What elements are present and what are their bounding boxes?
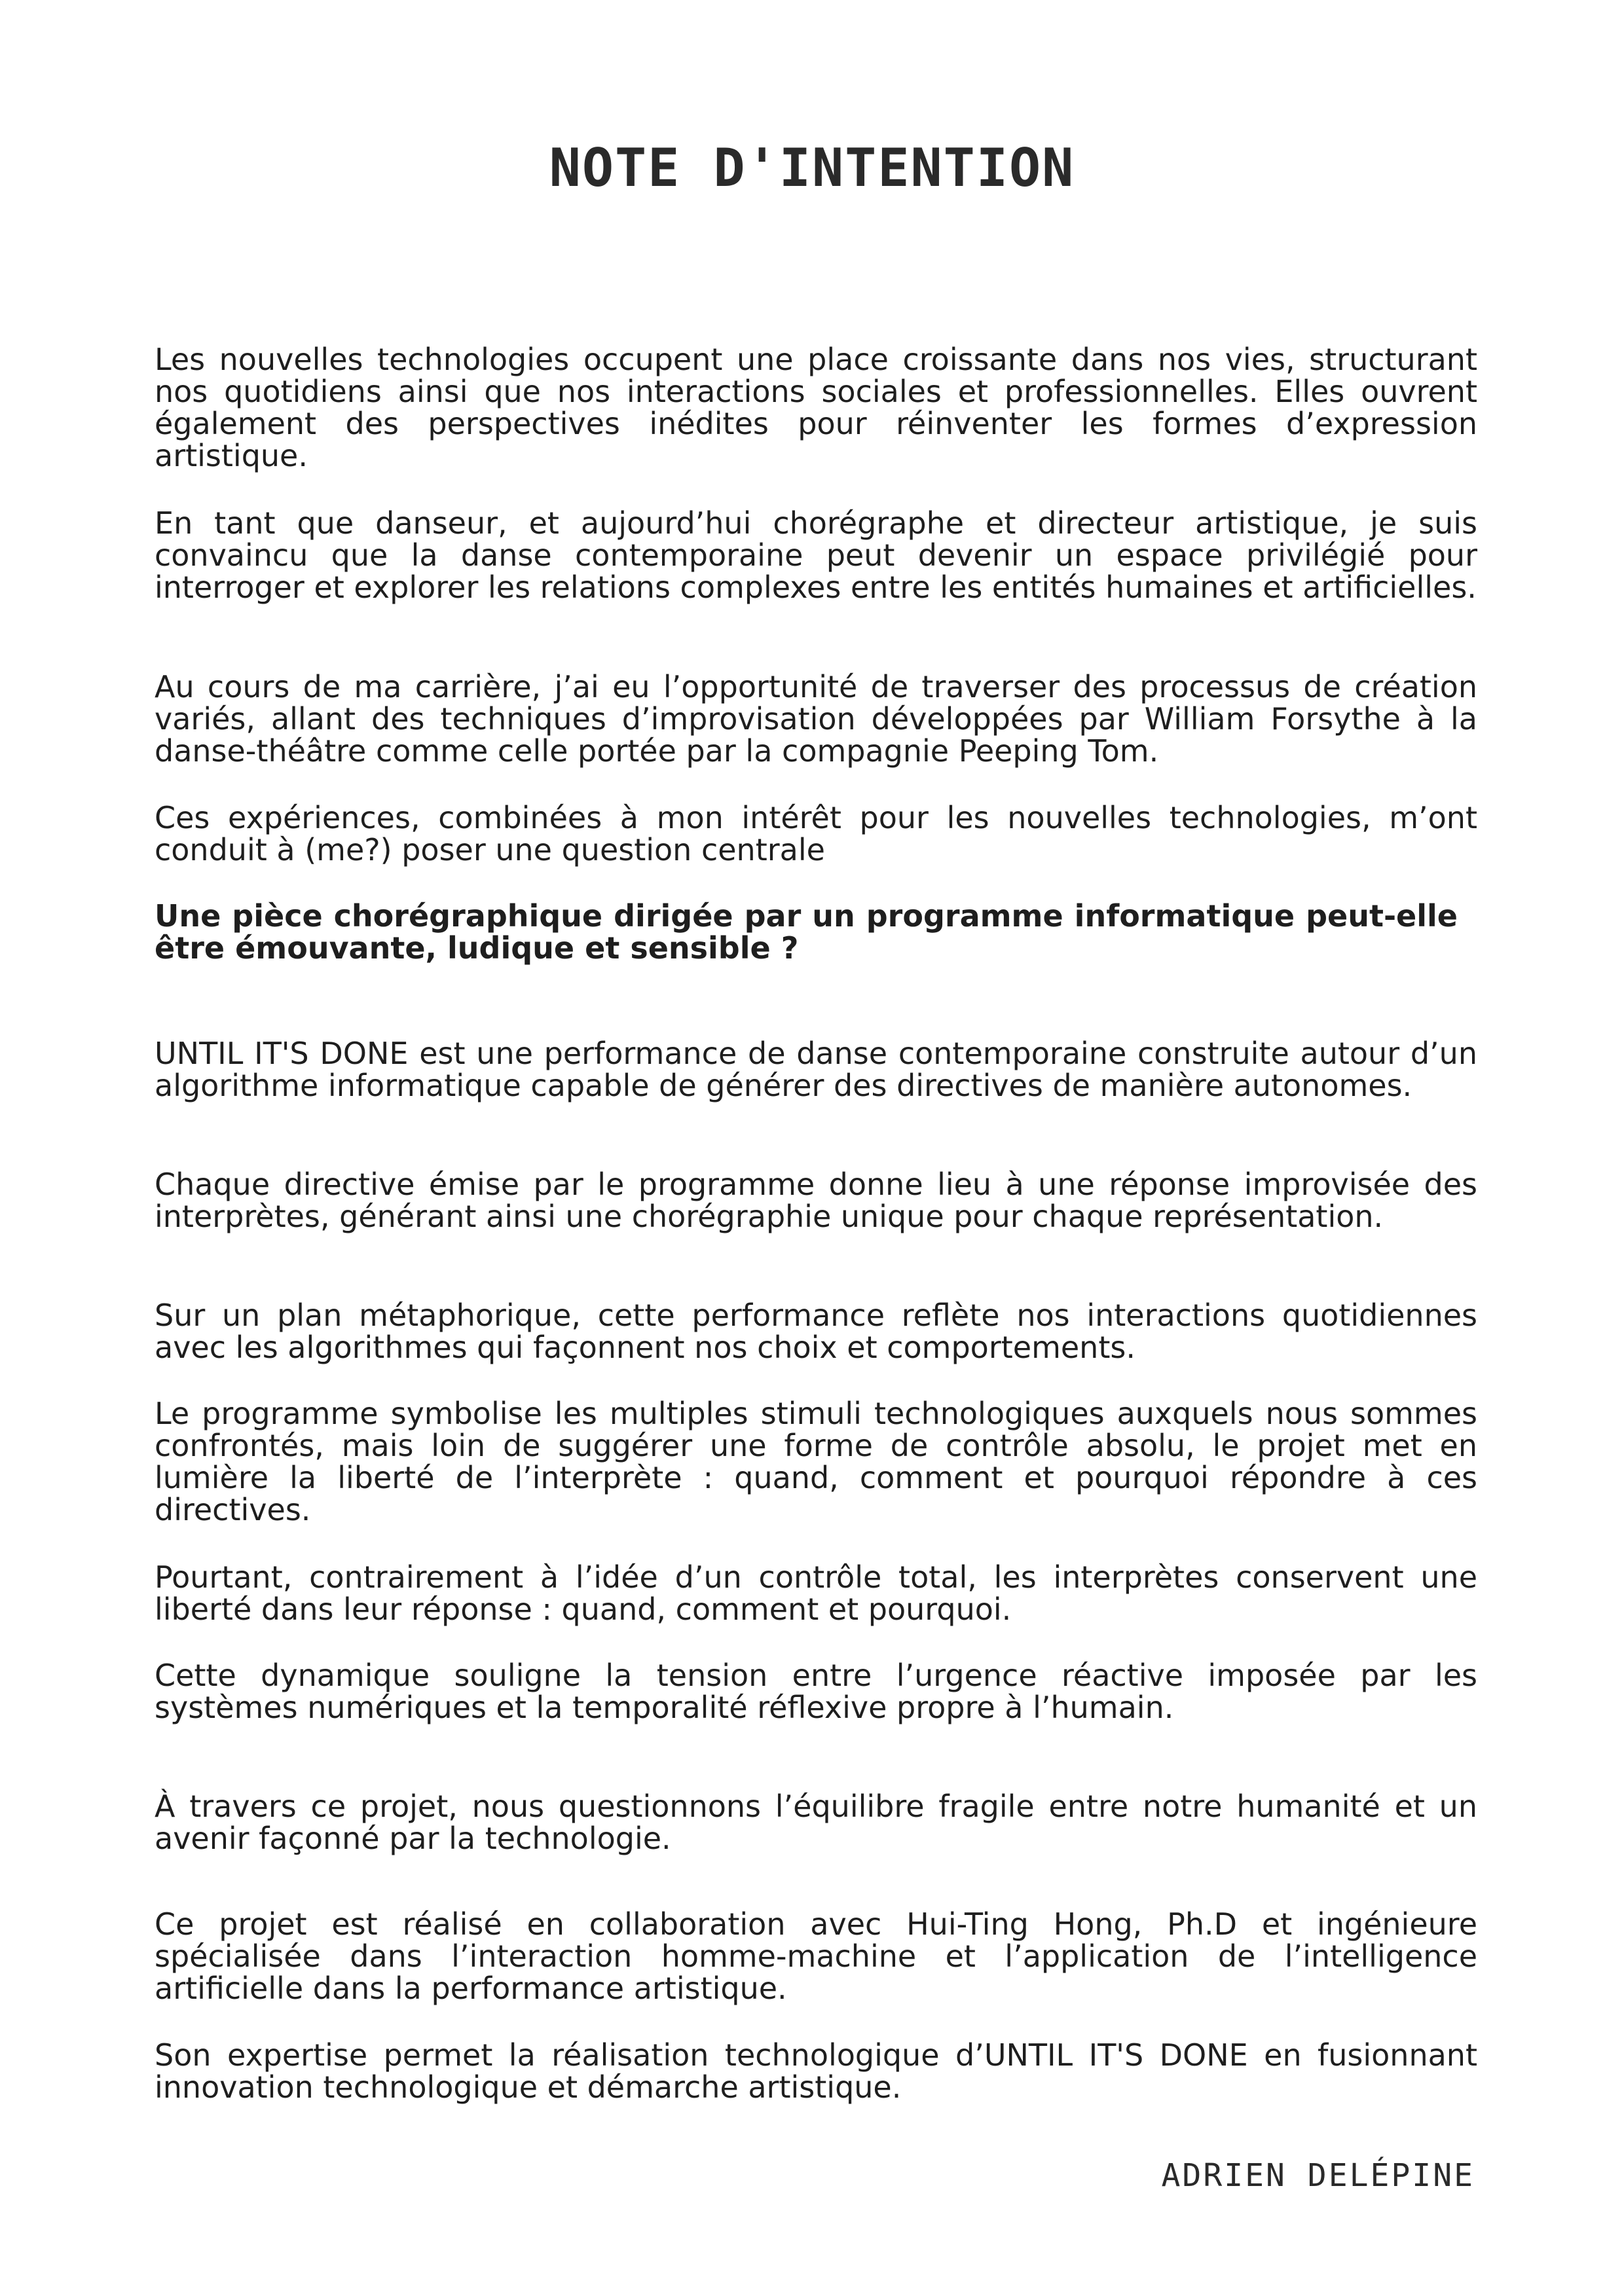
paragraph-until-its-done: UNTIL IT'S DONE est une performance de danse contemporaine construite autour d’un algorithme informatique capable de générer des directives de manière autonomes. xyxy=(155,1036,1477,1103)
page-title: NOTE D'INTENTION xyxy=(549,137,1075,198)
paragraph-intro: Les nouvelles technologies occupent une place croissante dans nos vies, structurant nos quotidiens ainsi que nos interactions sociales et professionnelles. Elles ouvrent également des perspectives inédites pour réinventer les formes d’expression artistique. xyxy=(155,342,1477,473)
paragraph-dynamique: Cette dynamique souligne la tension entre l’urgence réactive imposée par les systèmes numériques et la temporalité réflexive propre à l’humain. xyxy=(155,1658,1477,1725)
paragraph-collaboration: Ce projet est réalisé en collaboration avec Hui-Ting Hong, Ph.D et ingénieure spécialisée dans l’interaction homme-machine et l’application de l’intelligence artificielle dans la performance artistique. xyxy=(155,1906,1477,2006)
paragraph-metaphorique: Sur un plan métaphorique, cette performance reflète nos interactions quotidiennes avec les algorithmes qui façonnent nos choix et comportements. xyxy=(155,1298,1477,1365)
paragraph-danseur: En tant que danseur, et aujourd’hui chorégraphe et directeur artistique, je suis convaincu que la danse contemporaine peut devenir un espace privilégié pour interroger et explorer les relations complexes entre les entités humaines et artificielles. xyxy=(155,505,1477,605)
paragraph-question: Une pièce chorégraphique dirigée par un programme informatique peut-elle être émouvante, ludique et sensible ? xyxy=(155,898,1458,966)
paragraph-directive: Chaque directive émise par le programme donne lieu à une réponse improvisée des interprètes, générant ainsi une chorégraphie unique pour chaque représentation. xyxy=(155,1167,1477,1234)
paragraph-pourtant: Pourtant, contrairement à l’idée d’un contrôle total, les interprètes conservent une liberté dans leur réponse : quand, comment et pourquoi. xyxy=(155,1559,1477,1627)
paragraph-programme: Le programme symbolise les multiples stimuli technologiques auxquels nous sommes confrontés, mais loin de suggérer une forme de contrôle absolu, le projet met en lumière la liberté de l’interprète : quand, comment et pourquoi répondre à ces directives. xyxy=(155,1396,1477,1527)
paragraph-experiences: Ces expériences, combinées à mon intérêt pour les nouvelles technologies, m’ont conduit à (me?) poser une question centrale xyxy=(155,800,1477,867)
signature: ADRIEN DELÉPINE xyxy=(1161,2157,1475,2194)
paragraph-expertise: Son expertise permet la réalisation technologique d’UNTIL IT'S DONE en fusionnant innovation technologique et démarche artistique. xyxy=(155,2037,1477,2105)
paragraph-carriere: Au cours de ma carrière, j’ai eu l’opportunité de traverser des processus de création variés, allant des techniques d’improvisation développées par William Forsythe à la danse-théâtre comme celle portée par la compagnie Peeping Tom. xyxy=(155,669,1477,769)
paragraph-projet: À travers ce projet, nous questionnons l’équilibre fragile entre notre humanité et un avenir façonné par la technologie. xyxy=(155,1789,1477,1856)
